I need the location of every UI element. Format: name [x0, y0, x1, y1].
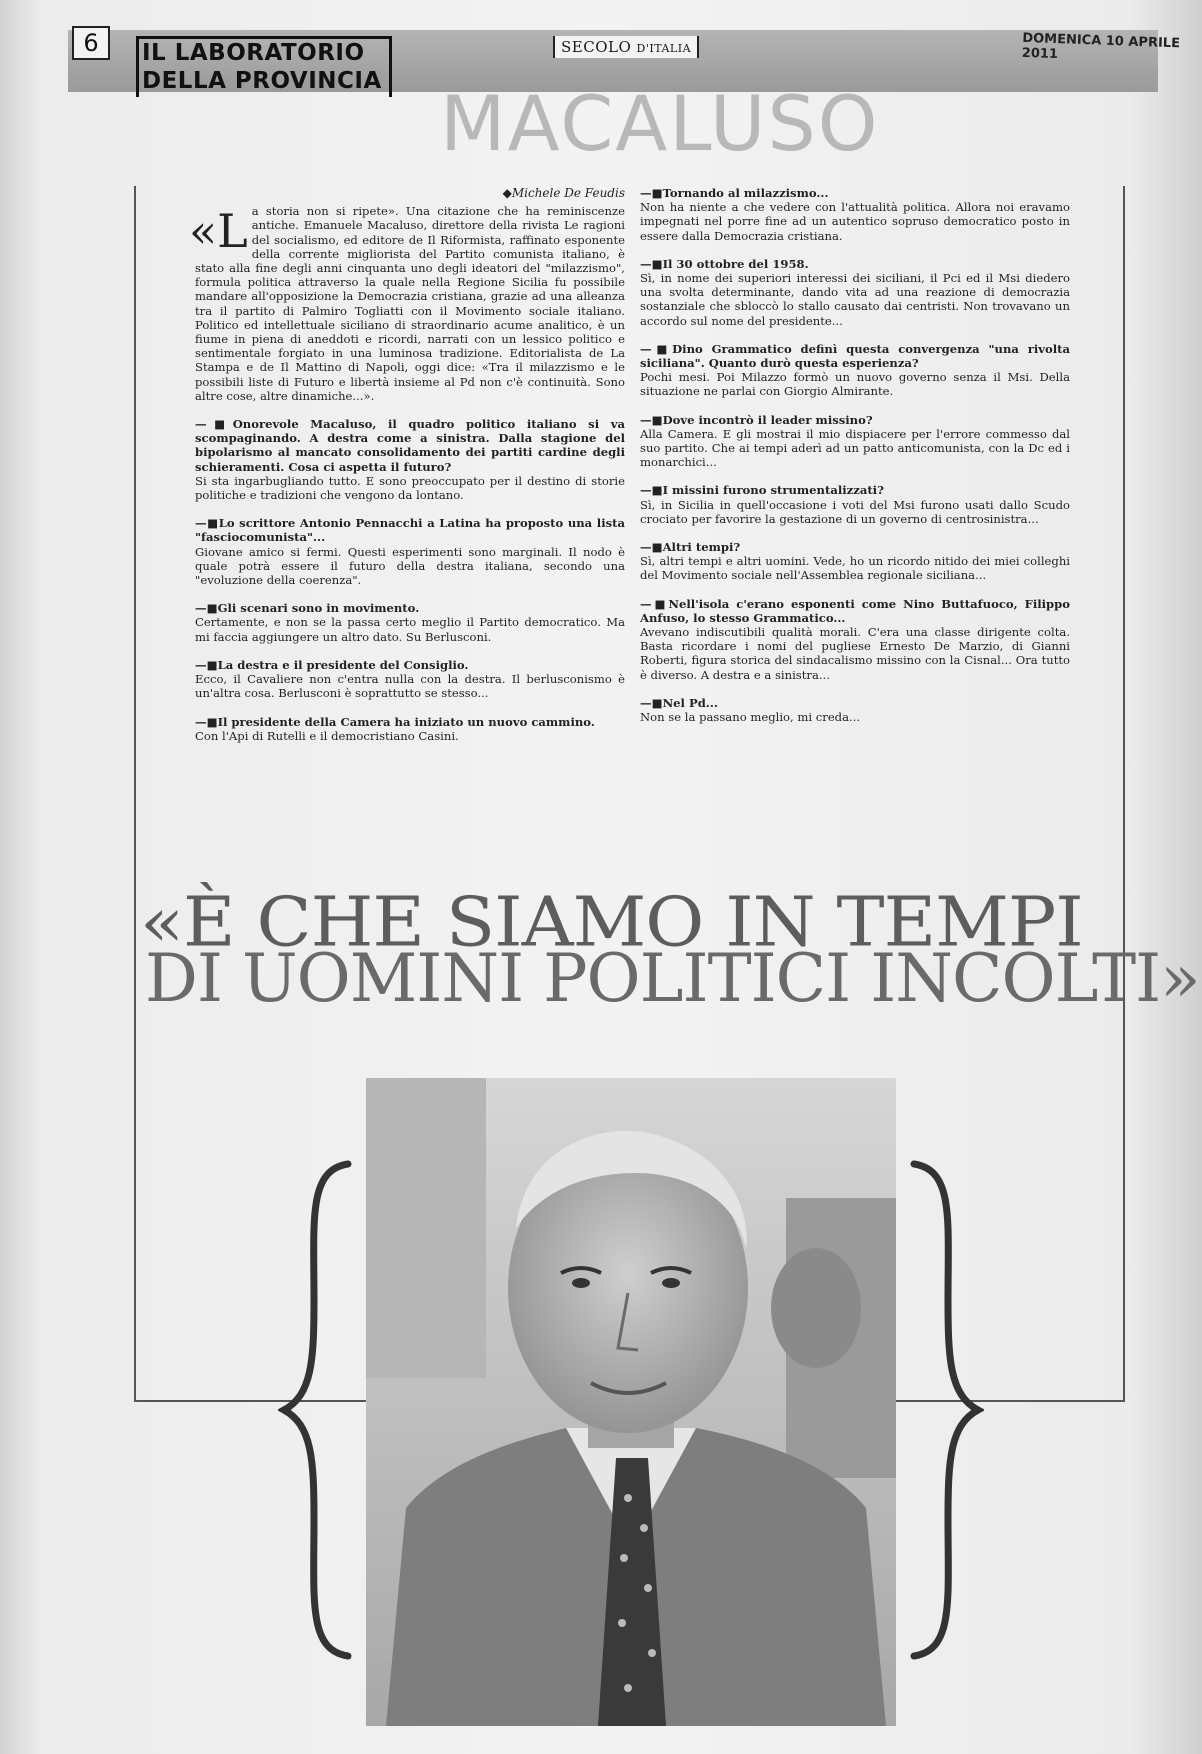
question: —■ Nel Pd...	[640, 696, 1070, 710]
question: —■ Gli scenari sono in movimento.	[195, 601, 625, 615]
qa-block	[640, 696, 1070, 724]
portrait-image	[366, 1078, 896, 1726]
answer: Si sta ingarbugliando tutto. E sono preoccupato per il destino di storie politiche e tradizioni che vengono da lontano.	[195, 473, 625, 503]
qa-block	[640, 257, 1070, 328]
qa-block	[640, 540, 1070, 583]
headline-line1: «È CHE SIAMO IN TEMPI	[140, 882, 1083, 962]
left-brace-icon	[278, 1160, 358, 1660]
question: —■ Nell'isola c'erano esponenti come Nino Buttafuoco, Filippo Anfuso, lo stesso Grammatico...	[640, 597, 1070, 625]
issue-date: DOMENICA 10 APRILE 2011	[1021, 30, 1181, 63]
question: —■ Onorevole Macaluso, il quadro politico italiano si va scompaginando. A destra come a sinistra. Dalla stagione del bipolarismo al mancato consolidamento dei partiti cardine degli schieramenti. Cosa ci aspetta il futuro?	[195, 417, 625, 474]
qa-block	[195, 516, 625, 587]
question: —■ Il presidente della Camera ha iniziato un nuovo cammino.	[195, 715, 625, 729]
qa-block	[640, 483, 1070, 526]
portrait-photo	[366, 1078, 896, 1726]
answer: Non ha niente a che vedere con l'attualità politica. Allora noi eravamo impegnati nel porre fine ad un autentico sopruso democratico posto in essere dalla Democrazia cristiana.	[640, 200, 1070, 243]
question: —■ Dove incontrò il leader missino?	[640, 413, 1070, 427]
answer: Non se la passano meglio, mi creda...	[640, 710, 861, 725]
answer: Sì, altri tempi e altri uomini. Vede, ho un ricordo nitido dei miei colleghi del Movimento sociale nell'Assemblea regionale siciliana...	[640, 554, 1070, 583]
masthead-small: D'ITALIA	[636, 42, 692, 55]
answer: Sì, in nome dei superiori interessi dei siciliani, il Pci ed il Msi diedero una svolta determinante, dando vita ad una reazione di democrazia sostanziale che sbloccò lo stallo causato dai centristi. Non trovavano un accordo sul nome del presidente...	[640, 271, 1070, 328]
qa-block	[640, 342, 1070, 399]
right-brace-icon	[904, 1160, 984, 1660]
article-column-left	[189, 186, 625, 757]
section-title-line1: IL LABORATORIO	[142, 40, 365, 66]
dropcap: «L	[189, 204, 248, 259]
intro-paragraph	[189, 204, 625, 403]
article-title: MACALUSO	[440, 79, 880, 168]
answer: Avevano indiscutibili qualità morali. C'era una classe dirigente colta. Basta ricordare i nomi del pugliese Ernesto De Marzio, di Gianni Roberti, figura storica del sindacalismo missino con la Cisnal... Ora tutto è diverso. A destra e a sinistra...	[640, 625, 1070, 682]
qa-block	[195, 658, 625, 701]
question: —■ Lo scrittore Antonio Pennacchi a Latina ha proposto una lista "fasciocomunista"...	[195, 516, 625, 544]
question: —■ La destra e il presidente del Consiglio.	[195, 658, 625, 672]
question: —■ Dino Grammatico definì questa convergenza "una rivolta siciliana". Quanto durò questa esperienza?	[640, 342, 1070, 370]
answer: Pochi mesi. Poi Milazzo formò un nuovo governo senza il Msi. Della situazione ne parlai con Giorgio Almirante.	[640, 370, 1070, 399]
question: —■ Tornando al milazzismo...	[640, 186, 1070, 200]
qa-block	[195, 601, 625, 644]
answer: Certamente, e non se la passa certo meglio il Partito democratico. Ma mi faccia aggiungere un altro dato. Su Berlusconi.	[195, 615, 625, 644]
page-number: 6	[72, 26, 110, 60]
answer: Ecco, il Cavaliere non c'entra nulla con la destra. Il berlusconismo è un'altra cosa. Berlusconi è soprattutto se stesso...	[195, 672, 625, 701]
article-column-right	[640, 186, 1070, 738]
question: —■ Altri tempi?	[640, 540, 1070, 554]
section-title-line2: DELLA PROVINCIA	[142, 68, 382, 94]
frame-right-rule	[1123, 186, 1125, 1402]
qa-block	[195, 715, 625, 743]
byline: ◆ Michele De Feudis	[195, 186, 625, 200]
masthead	[553, 36, 699, 58]
answer: Con l'Api di Rutelli e il democristiano Casini.	[195, 728, 459, 743]
qa-block	[640, 597, 1070, 682]
answer: Alla Camera. E gli mostrai il mio dispiacere per l'errore commesso dal suo partito. Che ai tempi aderì ad un patto anticomunista, con la Dc ed i monarchici...	[640, 426, 1070, 470]
frame-left-rule	[134, 186, 136, 1402]
qa-block	[195, 417, 625, 502]
question: —■ I missini furono strumentalizzati?	[640, 483, 1070, 497]
qa-block	[640, 413, 1070, 470]
question: —■ Il 30 ottobre del 1958.	[640, 257, 1070, 271]
intro-text: a storia non si ripete». Una citazione che ha reminiscenze antiche. Emanuele Macaluso, direttore della rivista Le ragioni del socialismo, ed editore de Il Riformista, raffinato esponente della corrente migliorista del Partito comunista italiano, è stato alla fine degli anni cinquanta uno degli ideatori del "milazzismo", formula politica attraverso la quale nella Regione Sicilia fu possibile mandare all'opposizione la Democrazia cristiana, grazie ad una alleanza tra il partito di Palmiro Togliatti con il Movimento sociale italiano. Politico ed intellettuale siciliano di straordinario acume analitico, è un fiume in piena di aneddoti e ricordi, narrati con un lessico politico e sentimentale forgiato in una luminosa tradizione. Editorialista de La Stampa e de Il Mattino di Napoli, oggi dice: «Tra il milazzismo e le possibili liste di Futuro e libertà insieme al Pd non c'è continuità. Sono altre cose, altre dinamiche...».	[195, 204, 625, 403]
qa-block	[640, 186, 1070, 243]
answer: Sì, in Sicilia in quell'occasione i voti del Msi furono usati dallo Scudo crociato per favorire la gestazione di un governo di centrosinistra...	[640, 497, 1070, 526]
answer: Giovane amico si fermi. Questi esperimenti sono marginali. Il nodo è quale potrà essere il futuro della destra italiana, secondo una "evoluzione della coerenza".	[195, 544, 625, 588]
masthead-main: SECOLO	[561, 38, 632, 56]
headline-line2: DI UOMINI POLITICI INCOLTI»	[145, 940, 1200, 1017]
